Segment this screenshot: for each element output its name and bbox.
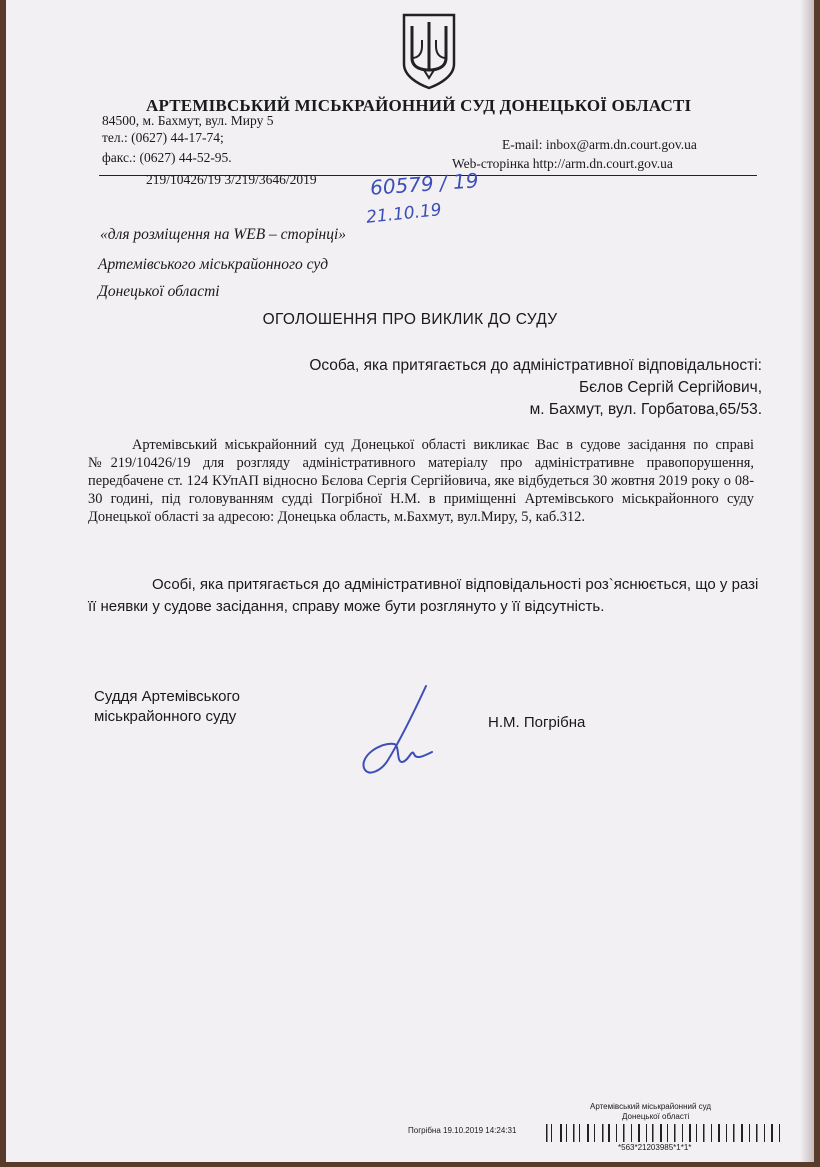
footer-org-line1: Артемівський міськрайонний суд (590, 1102, 712, 1111)
document-page (6, 0, 814, 1162)
court-phone: тел.: (0627) 44-17-74; (102, 130, 224, 145)
handwritten-date: 21.10.19 (365, 200, 443, 228)
signatory-position-1: Суддя Артемівського (94, 688, 241, 705)
footer-e-signature-stamp: Погрібна 19.10.2019 14:24:31 (408, 1126, 517, 1135)
summons-paragraph: Артемівський міськрайонний суд Донецької області викликає Вас в судове засідання по справі №219/10426/19 для розгляду адміністративного матеріалу про адміністративне правопорушення, передбачене ст. 124 КУпАП відносно Бєлова Сергія Сергійовича, яке відбудеться 30 жовтня 2019 року о 08-30 годині, під головуванням судді Погрібної Н.М. в приміщенні Артемівського міськрайонного суду Донецької області за адресою: Донецька область, м.Бахмут, вул.Миру, 5, каб.312. (88, 437, 754, 525)
explanation-paragraph: Особі, яка притягається до адміністративної відповідальності роз`яснюється, що у разі її неявки у судове засідання, справу може бути розглянуто у її відсутність. (88, 576, 759, 615)
person-name: Бєлов Сергій Сергійович, (578, 379, 762, 396)
handwritten-registration-number: 60579 / 19 (369, 168, 480, 200)
addressee-note: «для розміщення на WEB – сторінці» (100, 226, 347, 243)
person-address: м. Бахмут, вул. Горбатова,65/53. (529, 401, 762, 418)
barcode-text: *563*21203985*1*1* (618, 1143, 692, 1152)
case-references: 219/10426/19 3/219/3646/2019 (146, 172, 317, 187)
addressee-court: Артемівського міськрайонного суд (98, 256, 329, 273)
document-title: ОГОЛОШЕННЯ ПРО ВИКЛИК ДО СУДУ (262, 311, 558, 328)
court-fax: факс.: (0627) 44-52-95. (102, 150, 232, 165)
addressee-region: Донецької області (98, 283, 220, 300)
coat-of-arms-icon (400, 12, 458, 90)
court-website: Web-сторінка http://arm.dn.court.gov.ua (452, 156, 673, 171)
signatory-name: Н.М. Погрібна (488, 714, 586, 731)
court-address: 84500, м. Бахмут, вул. Миру 5 (102, 113, 274, 128)
person-label: Особа, яка притягається до адміністративної відповідальності: (309, 357, 762, 374)
footer-org-line2: Донецької області (622, 1112, 690, 1121)
court-email: E-mail: inbox@arm.dn.court.gov.ua (502, 137, 697, 152)
court-name: АРТЕМІВСЬКИЙ МІСЬКРАЙОННИЙ СУД ДОНЕЦЬКОЇ ОБЛАСТІ (146, 96, 692, 115)
signatory-position-2: міськрайонного суду (94, 708, 237, 725)
handwritten-signature (354, 682, 444, 782)
scan-edge-shadow (800, 0, 814, 1162)
document-barcode (546, 1124, 786, 1142)
